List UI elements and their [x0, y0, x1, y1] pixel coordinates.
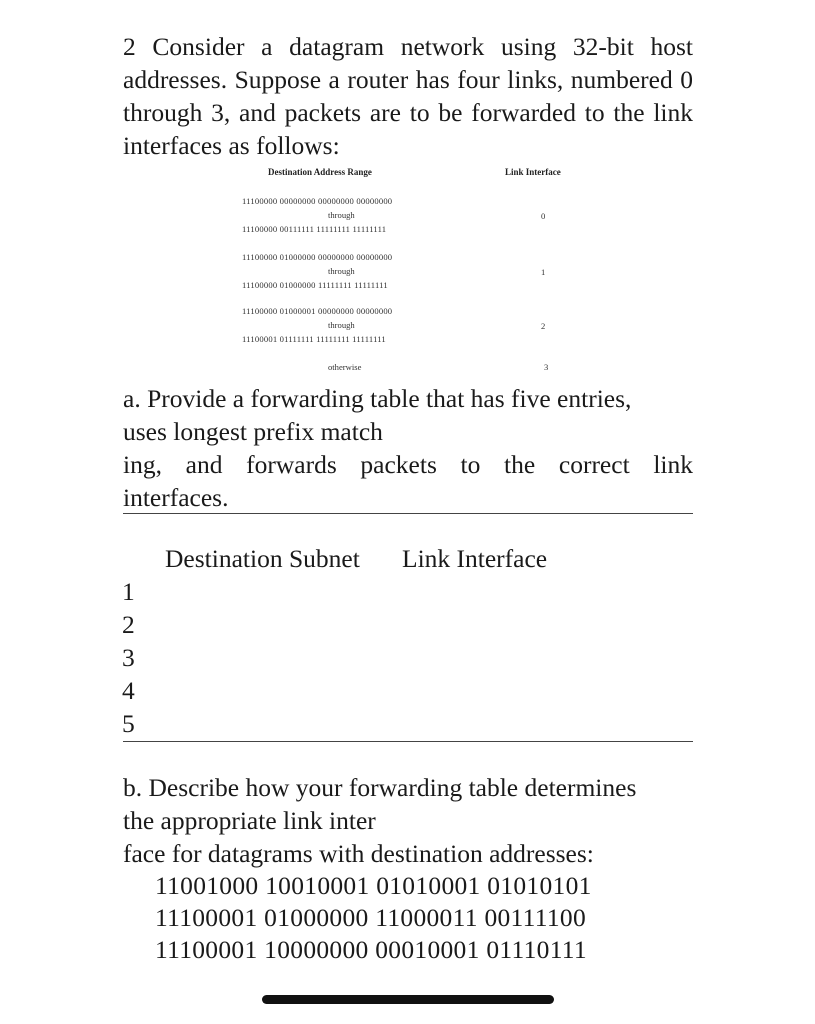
range-end: 11100000 01000000 11111111 11111111 — [242, 280, 388, 290]
destination-address: 11001000 10010001 01010001 01010101 — [155, 871, 592, 900]
figure-row — [235, 252, 615, 297]
part-b-line: face for datagrams with destination addresses: — [123, 839, 594, 868]
question-intro: 2 Consider a datagram network using 32-bit host addresses. Suppose a router has four links, numbered 0 through 3, and packets are to be forwarded to the link interfaces as follows: — [123, 32, 693, 160]
otherwise-label: otherwise — [328, 362, 362, 372]
part-a-line: uses longest prefix match — [123, 417, 383, 446]
range-through: through — [328, 320, 355, 330]
divider — [123, 513, 693, 514]
part-a — [123, 382, 693, 514]
home-indicator[interactable] — [262, 995, 554, 1004]
range-start: 11100000 01000001 00000000 00000000 — [242, 306, 393, 316]
range-link: 2 — [541, 321, 546, 331]
table-row-number: 3 — [122, 643, 135, 672]
table-header-destination: Destination Subnet — [165, 544, 360, 573]
table-row-number: 5 — [122, 709, 135, 738]
part-a-line: interfaces. — [123, 483, 229, 512]
table-row-number: 4 — [122, 676, 135, 705]
otherwise-link: 3 — [544, 362, 549, 372]
part-b — [123, 771, 703, 870]
divider — [123, 741, 693, 742]
table-header-interface: Link Interface — [402, 544, 548, 573]
destination-address: 11100001 01000000 11000011 00111100 — [155, 903, 587, 932]
figure-row — [235, 306, 615, 351]
table-row-number: 2 — [122, 610, 135, 639]
part-a-line: a. Provide a forwarding table that has five entries, — [123, 384, 632, 413]
part-b-line: b. Describe how your forwarding table determines — [123, 773, 637, 802]
range-start: 11100000 00000000 00000000 00000000 — [242, 196, 393, 206]
figure-row — [235, 196, 615, 241]
part-a-line: ing, and forwards packets to the correct link — [123, 450, 693, 479]
range-link: 0 — [541, 211, 546, 221]
destination-address: 11100001 10000000 00010001 01110111 — [155, 935, 587, 964]
figure-header-range: Destination Address Range — [268, 167, 372, 177]
range-end: 11100000 00111111 11111111 11111111 — [242, 224, 387, 234]
range-end: 11100001 01111111 11111111 11111111 — [242, 334, 386, 344]
range-through: through — [328, 210, 355, 220]
table-row-number: 1 — [122, 577, 135, 606]
range-link: 1 — [541, 267, 546, 277]
range-through: through — [328, 266, 355, 276]
address-list — [155, 870, 592, 966]
part-b-line: the appropriate link inter — [123, 806, 376, 835]
figure-header-link: Link Interface — [505, 167, 561, 177]
range-start: 11100000 01000000 00000000 00000000 — [242, 252, 393, 262]
